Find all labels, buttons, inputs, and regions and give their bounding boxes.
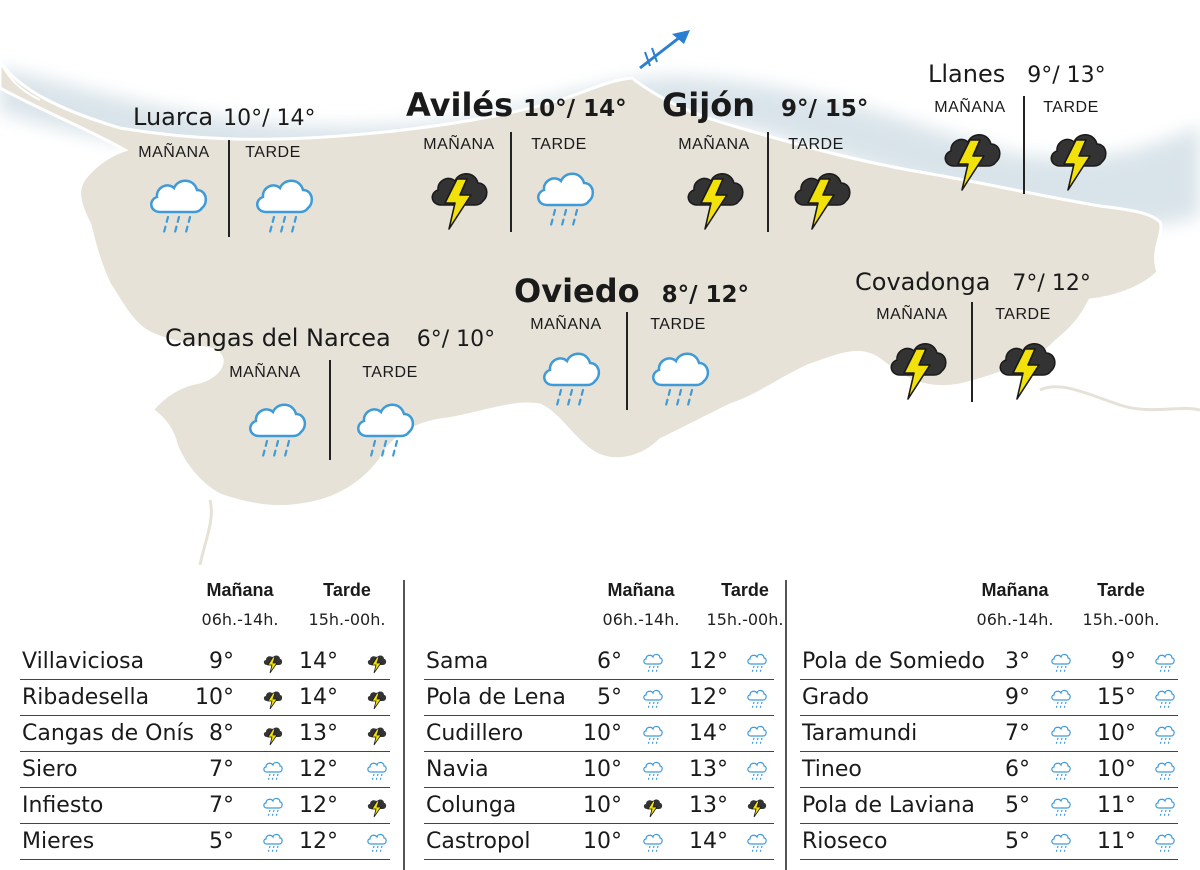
storm-icon <box>366 688 388 710</box>
morning-label: MAÑANA <box>876 306 948 323</box>
location-name: Cangas de Onís <box>22 721 195 746</box>
city-name: Cangas del Narcea <box>165 324 391 352</box>
afternoon-label: TARDE <box>362 364 418 381</box>
morning-label: MAÑANA <box>138 144 210 161</box>
rain-icon <box>1154 652 1176 674</box>
storm-cloud-icon <box>940 126 1002 192</box>
afternoon-temp: 14° <box>689 721 728 746</box>
city-name: Llanes <box>928 60 1006 88</box>
subheader-morning: 06h.-14h. <box>201 610 279 629</box>
location-name: Sama <box>426 649 489 674</box>
rain-cloud-icon <box>252 172 314 238</box>
table-row <box>800 680 1178 716</box>
rain-icon <box>366 832 388 854</box>
rain-icon <box>642 760 664 782</box>
afternoon-label: TARDE <box>245 144 301 161</box>
afternoon-temp: 10° <box>1097 721 1136 746</box>
afternoon-label: TARDE <box>531 136 587 153</box>
afternoon-temp: 12° <box>689 649 728 674</box>
table-row <box>800 824 1178 860</box>
table-row <box>20 716 390 752</box>
afternoon-temp: 11° <box>1097 793 1136 818</box>
rain-icon <box>1154 760 1176 782</box>
morning-temp: 5° <box>1005 829 1030 854</box>
location-name: Cudillero <box>426 721 524 746</box>
afternoon-temp: 12° <box>689 685 728 710</box>
afternoon-temp: 14° <box>689 829 728 854</box>
rain-icon <box>1050 688 1072 710</box>
location-name: Colunga <box>426 793 517 818</box>
table-row <box>20 788 390 824</box>
location-name: Tineo <box>802 757 862 782</box>
morning-temp: 8° <box>209 721 234 746</box>
table-row <box>424 716 774 752</box>
location-name: Pola de Laviana <box>802 793 975 818</box>
forecast-tables <box>0 570 1200 870</box>
city-temps: 8°/ 12° <box>661 282 750 308</box>
header-afternoon: Tarde <box>1097 580 1145 600</box>
rain-icon <box>746 724 768 746</box>
city-temps: 10°/ 14° <box>523 96 627 122</box>
storm-cloud-icon <box>427 165 489 231</box>
afternoon-label: TARDE <box>788 136 844 153</box>
rain-cloud-icon <box>353 396 415 462</box>
location-name: Castropol <box>426 829 531 854</box>
morning-temp: 9° <box>1005 685 1030 710</box>
afternoon-temp: 13° <box>689 757 728 782</box>
morning-label: MAÑANA <box>530 316 602 333</box>
forecast-table-2 <box>424 570 784 870</box>
table-row <box>424 680 774 716</box>
morning-temp: 10° <box>583 757 622 782</box>
rain-icon <box>1050 796 1072 818</box>
rain-icon <box>1154 724 1176 746</box>
table-row <box>424 644 774 680</box>
table-row <box>800 644 1178 680</box>
morning-temp: 7° <box>1005 721 1030 746</box>
location-name: Taramundi <box>802 721 918 746</box>
storm-icon <box>366 796 388 818</box>
table-row <box>20 680 390 716</box>
afternoon-temp: 13° <box>689 793 728 818</box>
morning-temp: 7° <box>209 757 234 782</box>
storm-cloud-icon <box>683 165 745 231</box>
region-border-line <box>1040 387 1200 410</box>
rain-icon <box>1050 652 1072 674</box>
morning-temp: 10° <box>583 829 622 854</box>
city-temps: 9°/ 15° <box>780 96 869 122</box>
rain-icon <box>642 724 664 746</box>
city-name: Luarca <box>133 103 214 131</box>
subheader-afternoon: 15h.-00h. <box>308 610 386 629</box>
afternoon-temp: 13° <box>299 721 338 746</box>
afternoon-temp: 14° <box>299 685 338 710</box>
morning-temp: 6° <box>1005 757 1030 782</box>
location-name: Siero <box>22 757 78 782</box>
rain-icon <box>746 688 768 710</box>
storm-cloud-icon <box>790 165 852 231</box>
morning-temp: 10° <box>583 721 622 746</box>
morning-temp: 5° <box>209 829 234 854</box>
subheader-morning: 06h.-14h. <box>976 610 1054 629</box>
rain-cloud-icon <box>539 345 601 411</box>
rain-icon <box>1050 832 1072 854</box>
morning-temp: 10° <box>583 793 622 818</box>
rain-icon <box>1050 760 1072 782</box>
morning-temp: 5° <box>1005 793 1030 818</box>
rain-icon <box>642 652 664 674</box>
rain-icon <box>366 760 388 782</box>
afternoon-temp: 11° <box>1097 829 1136 854</box>
rain-cloud-icon <box>245 396 307 462</box>
storm-icon <box>366 652 388 674</box>
storm-cloud-icon <box>886 335 948 401</box>
table-row <box>20 824 390 860</box>
city-name: Gijón <box>662 86 755 124</box>
subheader-afternoon: 15h.-00h. <box>1082 610 1160 629</box>
location-name: Navia <box>426 757 489 782</box>
city-temps: 9°/ 13° <box>1027 63 1106 88</box>
city-name: Covadonga <box>855 268 991 296</box>
storm-cloud-icon <box>995 335 1057 401</box>
table-row <box>424 752 774 788</box>
storm-cloud-icon <box>1046 126 1108 192</box>
table-row <box>800 716 1178 752</box>
storm-icon <box>642 796 664 818</box>
rain-icon <box>1154 832 1176 854</box>
location-name: Villaviciosa <box>22 649 145 674</box>
forecast-table-3 <box>800 570 1178 870</box>
header-afternoon: Tarde <box>323 580 371 600</box>
table-row <box>800 752 1178 788</box>
afternoon-temp: 12° <box>299 829 338 854</box>
morning-label: MAÑANA <box>423 136 495 153</box>
header-morning: Mañana <box>981 580 1049 600</box>
location-name: Ribadesella <box>22 685 150 710</box>
rain-icon <box>1050 724 1072 746</box>
rain-icon <box>1154 688 1176 710</box>
location-name: Rioseco <box>802 829 888 854</box>
afternoon-label: TARDE <box>1043 99 1099 116</box>
rain-cloud-icon <box>533 165 595 231</box>
flag-marker-icon <box>640 30 690 68</box>
rain-icon <box>746 760 768 782</box>
header-morning: Mañana <box>607 580 675 600</box>
rain-icon <box>1154 796 1176 818</box>
table-row <box>424 824 774 860</box>
morning-temp: 9° <box>209 649 234 674</box>
table-row <box>20 644 390 680</box>
morning-temp: 10° <box>195 685 234 710</box>
rain-icon <box>746 832 768 854</box>
table-row <box>800 788 1178 824</box>
rain-icon <box>642 832 664 854</box>
afternoon-label: TARDE <box>650 316 706 333</box>
storm-icon <box>366 724 388 746</box>
morning-temp: 6° <box>597 649 622 674</box>
rain-icon <box>746 652 768 674</box>
location-name: Grado <box>802 685 869 710</box>
morning-label: MAÑANA <box>229 364 301 381</box>
city-temps: 6°/ 10° <box>416 327 496 352</box>
morning-label: MAÑANA <box>678 136 750 153</box>
location-name: Pola de Somiedo <box>802 649 985 674</box>
afternoon-temp: 9° <box>1111 649 1136 674</box>
location-name: Mieres <box>22 829 95 854</box>
subheader-afternoon: 15h.-00h. <box>706 610 784 629</box>
header-morning: Mañana <box>206 580 274 600</box>
location-name: Pola de Lena <box>426 685 566 710</box>
morning-temp: 3° <box>1005 649 1030 674</box>
table-row <box>424 788 774 824</box>
city-temps: 10°/ 14° <box>223 106 316 131</box>
region-border-line <box>200 500 211 565</box>
morning-label: MAÑANA <box>934 99 1006 116</box>
table-row <box>20 752 390 788</box>
city-name: Oviedo <box>514 272 640 310</box>
subheader-morning: 06h.-14h. <box>602 610 680 629</box>
morning-temp: 5° <box>597 685 622 710</box>
header-afternoon: Tarde <box>721 580 769 600</box>
afternoon-temp: 14° <box>299 649 338 674</box>
rain-icon <box>642 688 664 710</box>
storm-icon <box>746 796 768 818</box>
afternoon-temp: 12° <box>299 793 338 818</box>
rain-cloud-icon <box>146 172 208 238</box>
afternoon-temp: 10° <box>1097 757 1136 782</box>
column-divider <box>403 580 405 870</box>
rain-cloud-icon <box>648 345 710 411</box>
city-name: Avilés <box>406 86 514 124</box>
location-name: Infiesto <box>22 793 104 818</box>
afternoon-temp: 12° <box>299 757 338 782</box>
morning-temp: 7° <box>209 793 234 818</box>
forecast-table-1 <box>20 570 390 870</box>
afternoon-label: TARDE <box>995 306 1051 323</box>
city-temps: 7°/ 12° <box>1012 271 1091 296</box>
afternoon-temp: 15° <box>1097 685 1136 710</box>
